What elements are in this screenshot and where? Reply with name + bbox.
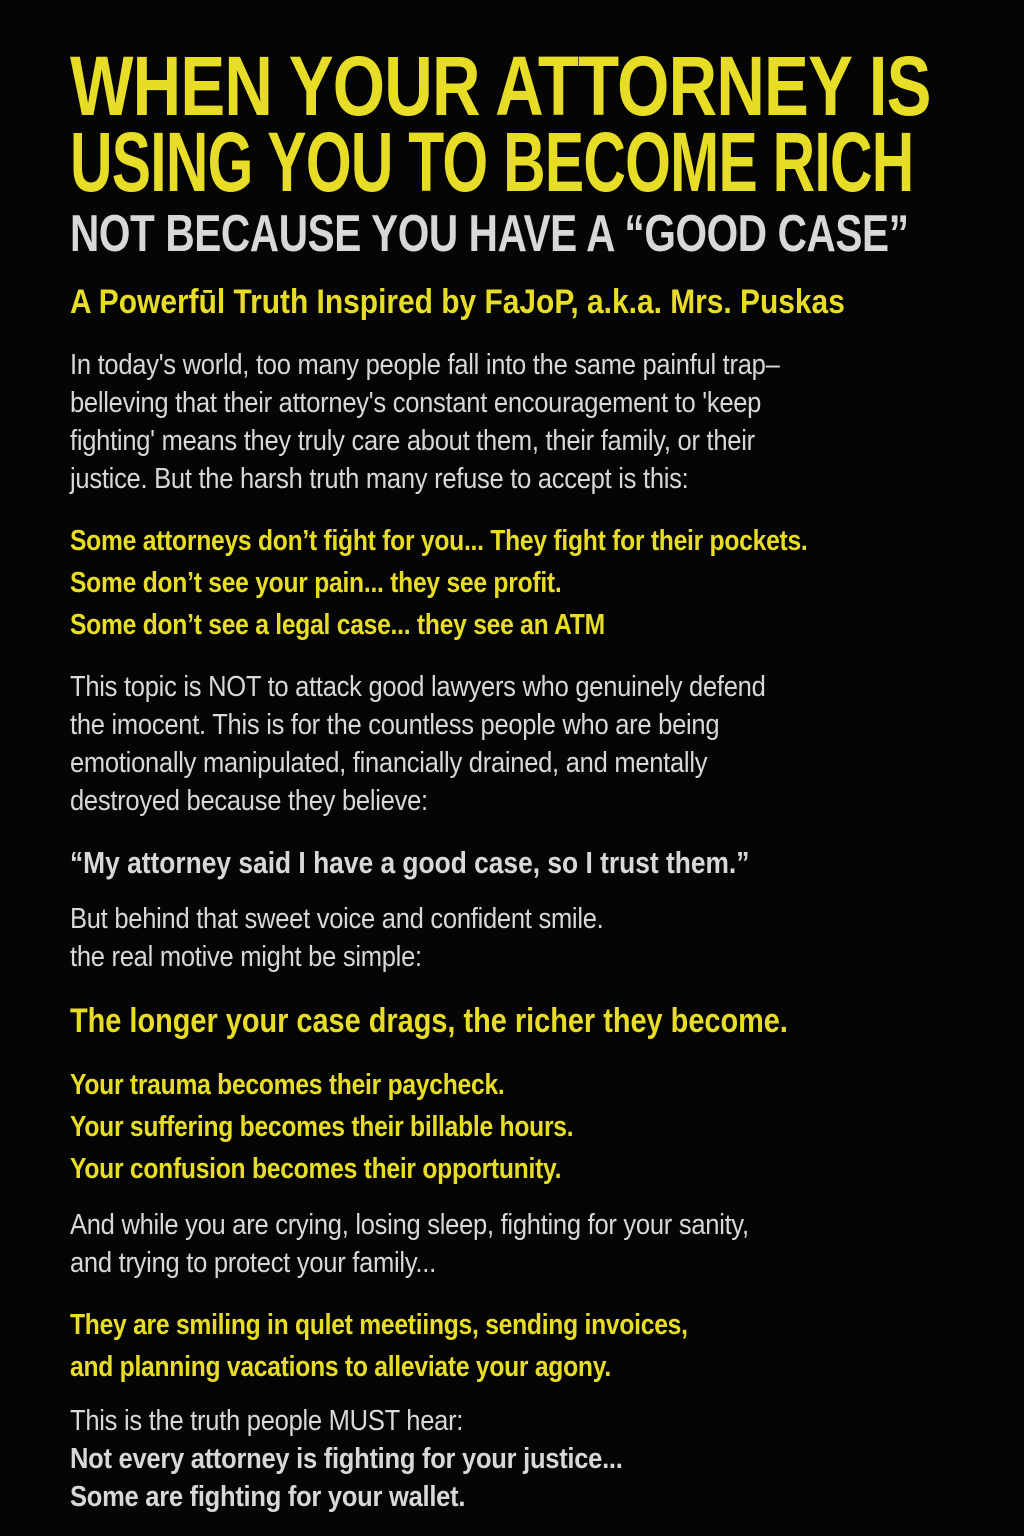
disclaimer-paragraph	[70, 668, 996, 820]
byline	[70, 280, 996, 324]
drag-statement-text: The longer your case drags, the richer they become.	[70, 1002, 788, 1040]
subheadline-text: NOT BECAUSE YOU HAVE A “GOOD CASE”	[70, 205, 909, 263]
disclaimer-line-2: the imocent. This is for the countless people who are being	[70, 709, 720, 741]
intro-line-2: belleving that their attorney's constant encouragement to 'keep	[70, 387, 762, 419]
client-quote-text: “My attorney said I have a good case, so I trust them.”	[70, 845, 750, 880]
smiling-line-2: and planning vacations to alleviate your agony.	[70, 1351, 611, 1383]
headline-line-1	[70, 39, 996, 133]
headline-line-2	[70, 115, 996, 209]
becomes-statements	[70, 1064, 996, 1190]
becomes-statement-3: Your confusion becomes their opportunity.	[70, 1153, 562, 1185]
pockets-statements	[70, 520, 996, 646]
crying-line-1: And while you are crying, losing sleep, fighting for your sanity,	[70, 1209, 749, 1241]
headline-line-1-text: WHEN YOUR ATTORNEY IS	[70, 39, 931, 133]
pockets-statement-3: Some don’t see a legal case... they see an ATM	[70, 609, 605, 641]
becomes-statement-1: Your trauma becomes their paycheck.	[70, 1069, 505, 1101]
truth-bold-2: Some are fighting for your wallet.	[70, 1481, 466, 1513]
truth-heading: This is the truth people MUST hear:	[70, 1405, 464, 1437]
truth-bold-1: Not every attorney is fighting for your justice...	[70, 1443, 623, 1475]
disclaimer-line-4: destroyed because they believe:	[70, 785, 428, 817]
truth-paragraph	[70, 1402, 996, 1516]
subheadline	[70, 206, 996, 262]
intro-line-4: justice. But the harsh truth many refuse to accept is this:	[70, 463, 689, 495]
smiling-line-1: They are smiling in qulet meetiings, sending invoices,	[70, 1309, 688, 1341]
headline-line-2-text: USING YOU TO BECOME RICH	[70, 115, 914, 209]
crying-paragraph	[70, 1206, 996, 1282]
behind-line-2: the real motive might be simple:	[70, 941, 422, 973]
crying-line-2: and trying to protect your family...	[70, 1247, 436, 1279]
disclaimer-line-1: This topic is NOT to attack good lawyers who genuinely defend	[70, 671, 766, 703]
disclaimer-line-3: emotionally manipulated, financially drained, and mentally	[70, 747, 708, 779]
intro-line-3: fighting' means they truly care about them, their family, or their	[70, 425, 755, 457]
behind-line-1: But behind that sweet voice and confident smile.	[70, 903, 604, 935]
becomes-statement-2: Your suffering becomes their billable hours.	[70, 1111, 574, 1143]
behind-paragraph	[70, 900, 996, 976]
intro-line-1: In today's world, too many people fall into the same painful trap–	[70, 349, 780, 381]
drag-statement	[70, 998, 996, 1044]
byline-text: A Powerfūl Truth Inspired by FaJoP, a.k.a. Mrs. Puskas	[70, 283, 845, 321]
smiling-statements	[70, 1304, 996, 1388]
pockets-statement-2: Some don’t see your pain... they see profit.	[70, 567, 562, 599]
pockets-statement-1: Some attorneys don’t fiġht for you... They fight for their pockets.	[70, 525, 808, 557]
client-quote	[70, 842, 996, 884]
intro-paragraph	[70, 346, 996, 498]
